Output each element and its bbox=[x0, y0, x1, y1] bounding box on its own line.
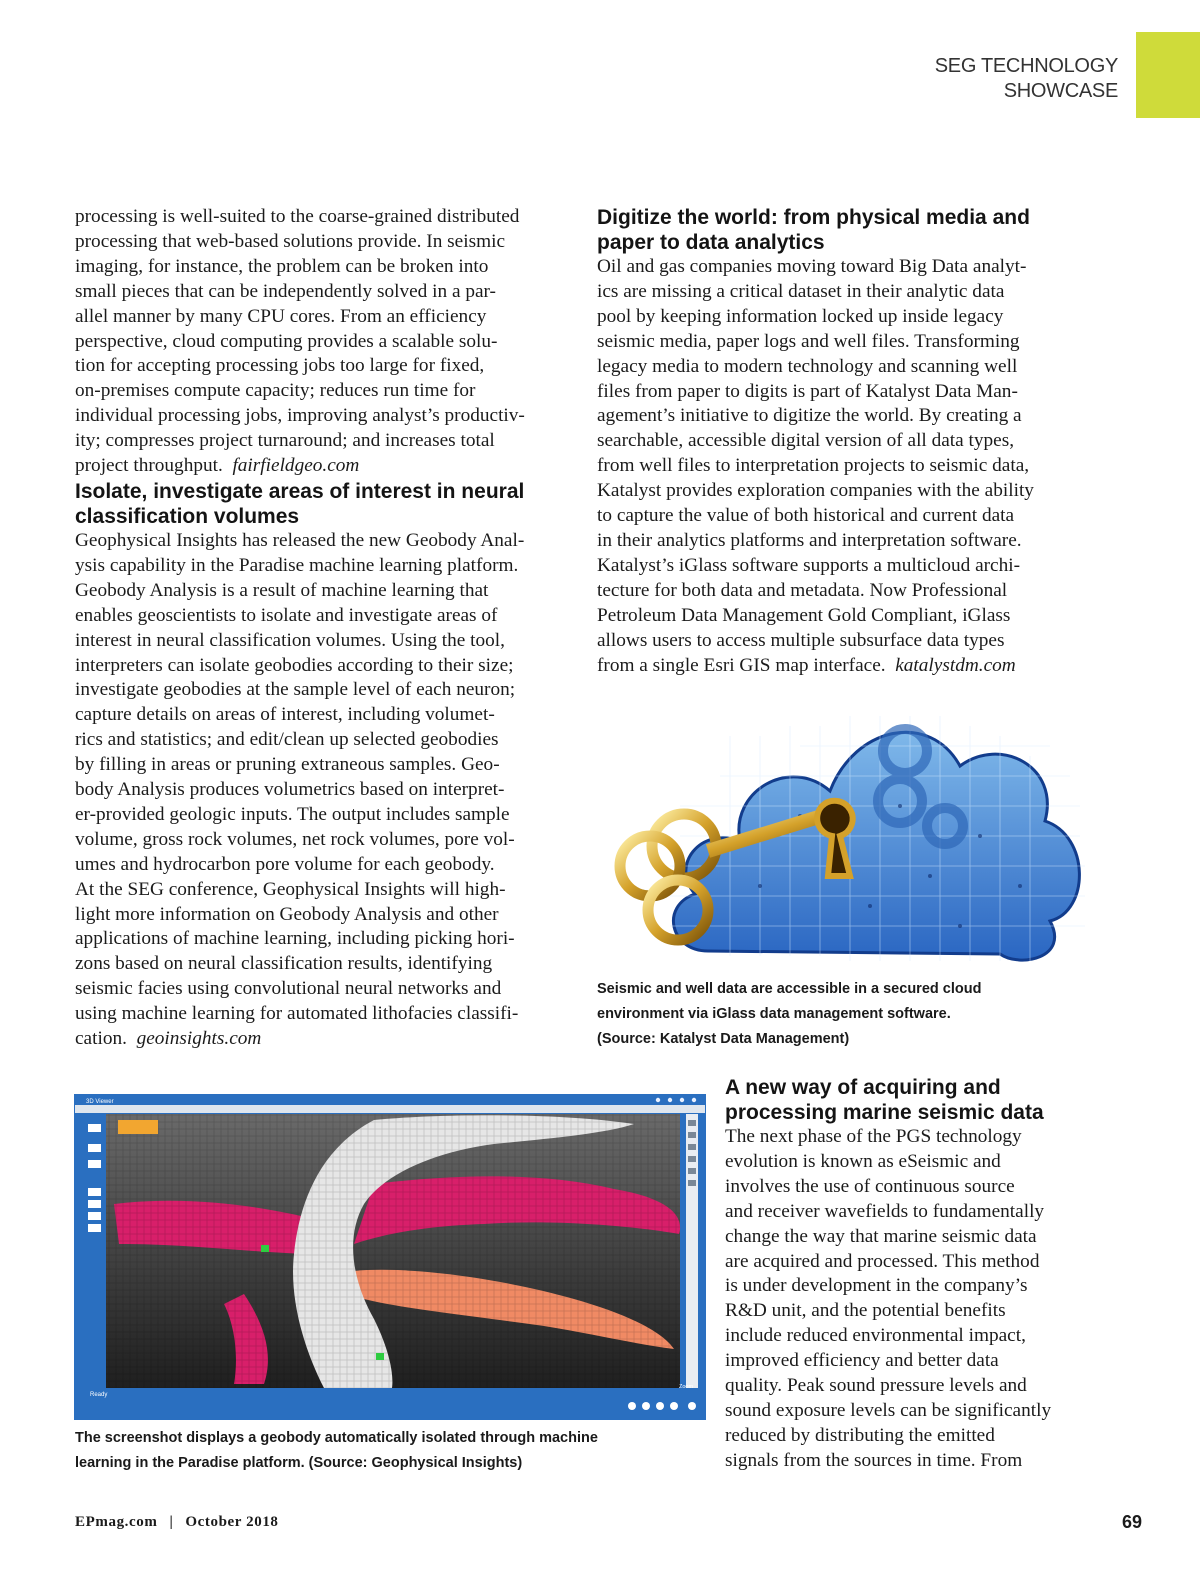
article-cloud-body bbox=[75, 205, 570, 479]
text-line: include reduced environmental impact, bbox=[725, 1325, 1026, 1347]
text-line: using machine learning for automated lithofacies classifi- bbox=[75, 1003, 519, 1025]
orange-voxels bbox=[118, 1120, 158, 1134]
footer-publication bbox=[75, 1514, 279, 1531]
text-line: ity; compresses project turnaround; and increases total bbox=[75, 430, 495, 452]
footer-site[interactable]: EPmag.com bbox=[75, 1514, 158, 1530]
text-line: reduced by distributing the emitted bbox=[725, 1424, 995, 1446]
cloud-key-illustration bbox=[600, 696, 1090, 971]
text-line: pool by keeping information locked up inside legacy bbox=[597, 305, 1004, 327]
text-line: are acquired and processed. This method bbox=[725, 1250, 1040, 1272]
section-tab-marker bbox=[1136, 32, 1200, 118]
text-line: files from paper to digits is part of Katalyst Data Man- bbox=[597, 380, 1018, 402]
geobody-voxel-grid bbox=[106, 1114, 680, 1388]
text-line: cation. bbox=[75, 1028, 127, 1050]
section-tag bbox=[935, 54, 1118, 104]
text-line: tecture for both data and metadata. Now Professional bbox=[597, 579, 1008, 601]
text-line: searchable, accessible digital version of all data types, bbox=[597, 430, 1015, 452]
text-line: er-provided geologic inputs. The output includes sample bbox=[75, 803, 510, 825]
text-line: project throughput. bbox=[75, 455, 223, 477]
text-line: interpreters can isolate geobodies according to their size; bbox=[75, 654, 514, 676]
text-line: applications of machine learning, including picking hori- bbox=[75, 928, 515, 950]
heading-line: Digitize the world: from physical media and bbox=[597, 206, 1030, 229]
text-line: capture details on areas of interest, including volumet- bbox=[75, 704, 495, 726]
text-line: change the way that marine seismic data bbox=[725, 1225, 1037, 1247]
heading-line: Isolate, investigate areas of interest in neural bbox=[75, 479, 525, 503]
text-line: light more information on Geobody Analysis and other bbox=[75, 903, 499, 925]
zoom-label: Zoom bbox=[679, 1384, 694, 1390]
caption-line: The screenshot displays a geobody automatically isolated through machine bbox=[75, 1430, 598, 1446]
text-line: umes and hydrocarbon pore volume for each geobody. bbox=[75, 853, 495, 875]
text-line: body Analysis produces volumetrics based on interpret- bbox=[75, 779, 505, 801]
text-line: processing that web-based solutions provide. In seismic bbox=[75, 230, 505, 252]
article-marine-body bbox=[725, 1125, 1090, 1474]
text-line: allows users to access multiple subsurface data types bbox=[597, 629, 1005, 651]
article-geobody-url[interactable]: geoinsights.com bbox=[136, 1028, 262, 1050]
text-line: Petroleum Data Management Gold Compliant, iGlass bbox=[597, 604, 1011, 626]
caption-line: environment via iGlass data management software. bbox=[597, 1006, 951, 1022]
right-bottom-column bbox=[725, 1075, 1090, 1474]
text-line: legacy media to modern technology and scanning well bbox=[597, 355, 1018, 377]
text-line: seismic facies using convolutional neural networks and bbox=[75, 978, 502, 1000]
section-tag-line1: SEG TECHNOLOGY bbox=[934, 55, 1118, 77]
text-line: interest in neural classification volumes. Using the tool, bbox=[75, 629, 505, 651]
text-line: agement’s initiative to digitize the world. By creating a bbox=[597, 405, 1022, 427]
article-digitize-body bbox=[597, 255, 1087, 678]
caption-line: (Source: Katalyst Data Management) bbox=[597, 1031, 850, 1047]
article-geobody-heading bbox=[75, 479, 570, 529]
text-line: The next phase of the PGS technology bbox=[725, 1126, 1022, 1147]
text-line: is under development in the company’s bbox=[725, 1275, 1028, 1297]
text-line: quality. Peak sound pressure levels and bbox=[725, 1375, 1027, 1397]
text-line: in their analytics platforms and interpretation software. bbox=[597, 529, 1022, 551]
text-line: Geophysical Insights has released the new Geobody Anal- bbox=[75, 529, 525, 551]
right-toolbar bbox=[686, 1114, 698, 1388]
text-line: Katalyst’s iGlass software supports a multicloud archi- bbox=[597, 554, 1021, 576]
heading-line: paper to data analytics bbox=[597, 231, 825, 254]
heading-line: classification volumes bbox=[75, 504, 300, 528]
viewer-title: 3D Viewer bbox=[86, 1099, 114, 1105]
section-tag-line2: SHOWCASE bbox=[1003, 80, 1118, 102]
footer-separator: | bbox=[169, 1514, 174, 1530]
viewer-screenshot bbox=[74, 1094, 706, 1420]
text-line: on-premises compute capacity; reduces run time for bbox=[75, 380, 476, 402]
text-line: perspective, cloud computing provides a scalable solu- bbox=[75, 330, 498, 352]
text-line: Katalyst provides exploration companies with the ability bbox=[597, 480, 1034, 502]
article-marine-heading bbox=[725, 1075, 1090, 1125]
text-line: to capture the value of both historical and current data bbox=[597, 505, 1015, 527]
text-line: At the SEG conference, Geophysical Insights will high- bbox=[75, 878, 506, 900]
text-line: investigate geobodies at the sample level of each neuron; bbox=[75, 679, 516, 701]
footer-issue: October 2018 bbox=[185, 1514, 279, 1530]
text-line: processing is well-suited to the coarse-grained distributed bbox=[75, 206, 520, 227]
text-line: by filling in areas or pruning extraneous samples. Geo- bbox=[75, 754, 500, 776]
article-digitize-heading bbox=[597, 205, 1087, 255]
text-line: from a single Esri GIS map interface. bbox=[597, 654, 886, 676]
page-number: 69 bbox=[1121, 1512, 1142, 1532]
text-line: sound exposure levels can be significantly bbox=[725, 1399, 1052, 1421]
left-column bbox=[75, 205, 570, 1052]
text-line: tion for accepting processing jobs too large for fixed, bbox=[75, 355, 485, 377]
caption-line: Seismic and well data are accessible in a secured cloud bbox=[597, 981, 982, 997]
text-line: and receiver wavefields to fundamentally bbox=[725, 1200, 1045, 1222]
heading-line: processing marine seismic data bbox=[725, 1101, 1044, 1124]
text-line: Oil and gas companies moving toward Big Data analyt- bbox=[597, 256, 1027, 277]
text-line: Geobody Analysis is a result of machine learning that bbox=[75, 579, 489, 601]
article-geobody-body bbox=[75, 529, 570, 1052]
status-bar bbox=[75, 1388, 705, 1418]
text-line: rics and statistics; and edit/clean up selected geobodies bbox=[75, 729, 499, 751]
viewer-titlebar bbox=[75, 1095, 705, 1105]
text-line: allel manner by many CPU cores. From an efficiency bbox=[75, 305, 487, 327]
status-ready: Ready bbox=[90, 1392, 108, 1398]
viewer-figure-caption bbox=[75, 1426, 715, 1476]
left-toolbar bbox=[84, 1114, 106, 1400]
text-line: enables geoscientists to isolate and investigate areas of bbox=[75, 604, 498, 626]
text-line: ics are missing a critical dataset in their analytic data bbox=[597, 280, 1005, 302]
viewer-menubar bbox=[75, 1105, 705, 1113]
heading-line: A new way of acquiring and bbox=[725, 1076, 1001, 1099]
text-line: individual processing jobs, improving analyst’s productiv- bbox=[75, 405, 525, 427]
text-line: imaging, for instance, the problem can be broken into bbox=[75, 255, 489, 277]
cloud-figure-caption bbox=[597, 977, 1097, 1052]
text-line: improved efficiency and better data bbox=[725, 1350, 999, 1372]
text-line: signals from the sources in time. From bbox=[725, 1449, 1023, 1471]
caption-line: learning in the Paradise platform. (Source: Geophysical Insights) bbox=[75, 1455, 523, 1471]
text-line: from well files to interpretation projects to seismic data, bbox=[597, 455, 1030, 477]
text-line: evolution is known as eSeismic and bbox=[725, 1150, 1001, 1172]
text-line: involves the use of continuous source bbox=[725, 1175, 1015, 1197]
text-line: ysis capability in the Paradise machine learning platform. bbox=[75, 554, 519, 576]
article-digitize-url[interactable]: katalystdm.com bbox=[895, 654, 1016, 676]
viewer-window bbox=[74, 1094, 706, 1420]
text-line: small pieces that can be independently solved in a par- bbox=[75, 280, 496, 302]
cloud-key-figure bbox=[600, 696, 1090, 971]
article-cloud-url[interactable]: fairfieldgeo.com bbox=[232, 455, 360, 477]
text-line: seismic media, paper logs and well files. Transforming bbox=[597, 330, 1020, 352]
text-line: zons based on neural classification results, identifying bbox=[75, 953, 493, 975]
text-line: volume, gross rock volumes, net rock volumes, pore vol- bbox=[75, 828, 515, 850]
text-line: R&D unit, and the potential benefits bbox=[725, 1300, 1006, 1322]
right-column bbox=[597, 205, 1087, 678]
